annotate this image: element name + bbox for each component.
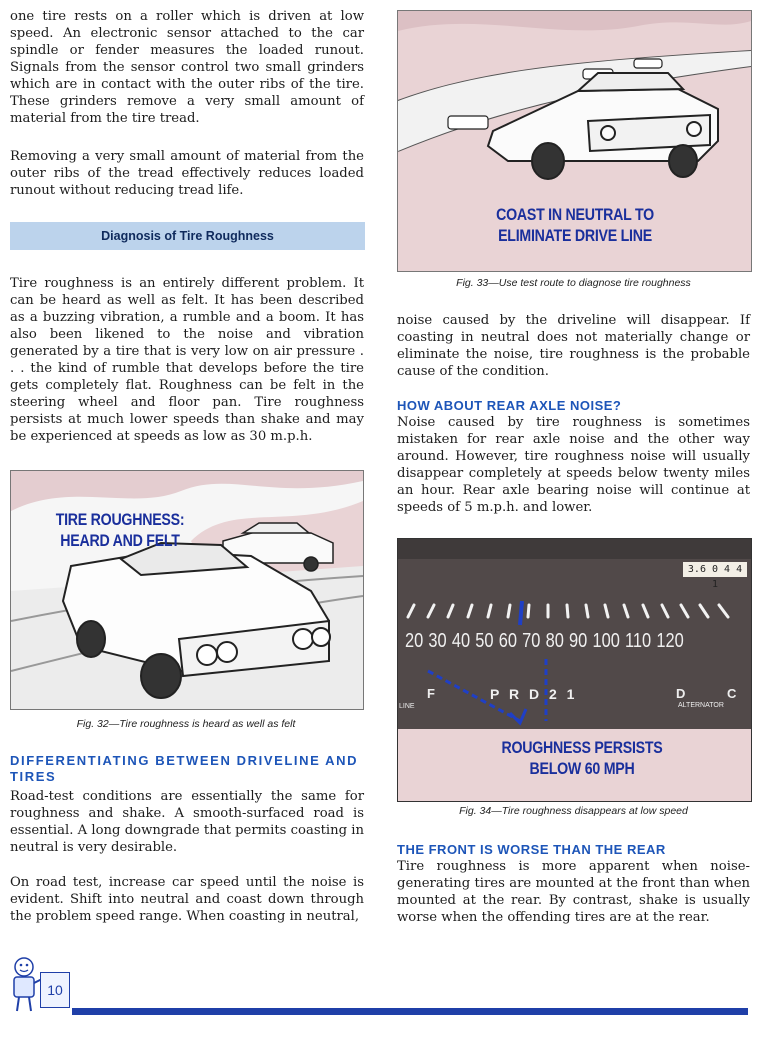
section-heading-rear-axle: HOW ABOUT REAR AXLE NOISE? [397, 398, 622, 413]
mascot-figure [8, 955, 44, 1015]
body-text: Removing a very small amount of material from the outer ribs of the tread effectively reduces loaded runout without reducing tread life. [10, 149, 364, 198]
right-para-1 [397, 312, 750, 380]
body-text: one tire rests on a roller which is driven at low speed. An electronic sensor attached to the car spindle or fender measures the loaded runout. Signals from the sensor control two small grinders which are in contact with the outer ribs of the tire. These grinders remove a very small amount of material from the tire tread. [10, 9, 364, 126]
left-para-2 [10, 148, 364, 199]
body-text: Road-test conditions are essentially the same for roughness and shake. A smooth-surfaced road is essential. A long downgrade that permits coasting in neutral is very desirable. [10, 789, 364, 855]
alternator-left-letter: D [676, 686, 686, 701]
overlay-line: ROUGHNESS PERSISTS [501, 739, 663, 757]
section-heading-front-rear: THE FRONT IS WORSE THAN THE REAR [397, 842, 666, 857]
right-para-3 [397, 858, 750, 926]
speed-label: 50 [475, 630, 494, 652]
section-banner: Diagnosis of Tire Roughness [10, 222, 365, 250]
speed-scale [405, 630, 684, 653]
mascot-icon [8, 955, 44, 1015]
fig-33-caption: Fig. 33—Use test route to diagnose tire roughness [456, 277, 691, 289]
body-text: On road test, increase car speed until the noise is evident. Shift into neutral and coast down through the problem speed range. When coasting in neutral, [10, 875, 364, 924]
left-para-3 [10, 275, 364, 445]
speed-label: 70 [522, 630, 541, 652]
body-text: noise caused by the driveline will disappear. If coasting in neutral does not materially change or eliminate the noise, tire roughness is the probable cause of the condition. [397, 313, 750, 379]
speed-label: 60 [498, 630, 517, 652]
speed-label: 100 [592, 630, 620, 652]
left-para-1 [10, 8, 364, 127]
line-label: LINE [399, 703, 415, 710]
fuel-letter: F [427, 686, 435, 701]
odometer: 3.6 0 4 4 1 [683, 562, 747, 577]
fig-33-overlay-text [472, 205, 678, 247]
speed-label: 80 [545, 630, 564, 652]
left-para-5 [10, 874, 364, 925]
fig-32-caption: Fig. 32—Tire roughness is heard as well as felt [76, 718, 296, 730]
left-para-4 [10, 788, 364, 856]
speed-label: 30 [428, 630, 447, 652]
speed-label: 90 [569, 630, 588, 652]
gear-indicator: P R D 2 1 [490, 686, 578, 702]
speed-label: 110 [625, 630, 652, 652]
tire-roughness-car-drawing [11, 471, 363, 709]
body-text: Noise caused by tire roughness is sometimes mistaken for rear axle noise and the other way around. However, tire roughness noise will usually disappear completely at speeds below twenty miles an hour. Rear axle bearing noise will continue at speeds of 5 m.p.h. and lower. [397, 415, 750, 515]
speed-label: 40 [451, 630, 471, 652]
footer-rule [72, 1008, 748, 1015]
fig-32-illustration [10, 470, 364, 710]
body-text: Tire roughness is an entirely different problem. It can be heard as well as felt. It has been described as a buzzing vibration, a rumble and a boom. It has also been likened to the noise and vibration generated by a tire that is very low on air pressure . . . the kind of rumble that develops before the tire gets completely flat. Roughness can be felt in the steering wheel and floor pan. Tire roughness persists at much lower speeds than shake and may be experienced at speeds as low as 30 m.p.h. [10, 276, 364, 444]
overlay-line: ELIMINATE DRIVE LINE [498, 227, 652, 245]
speed-label: 20 [405, 630, 424, 652]
fig-32-overlay-text [51, 510, 189, 552]
overlay-line: TIRE ROUGHNESS: [55, 511, 185, 529]
page-number: 10 [40, 972, 70, 1008]
overlay-line: HEARD AND FELT [60, 532, 180, 550]
alternator-label: ALTERNATOR [678, 702, 724, 709]
fig-34-overlay-text [475, 738, 690, 780]
speed-label: 120 [656, 630, 684, 652]
alternator-letter: C [727, 686, 737, 701]
body-text: Tire roughness is more apparent when noise-generating tires are mounted at the front than when mounted at the rear. By contrast, shake is usually worse when the offending tires are at the rear. [397, 859, 750, 925]
right-para-2 [397, 414, 750, 516]
fig-34-caption: Fig. 34—Tire roughness disappears at low speed [459, 805, 688, 817]
section-heading-driveline: DIFFERENTIATING BETWEEN DRIVELINE AND TIRES [10, 753, 359, 784]
overlay-line: COAST IN NEUTRAL TO [496, 206, 654, 224]
overlay-line: BELOW 60 MPH [529, 760, 635, 778]
